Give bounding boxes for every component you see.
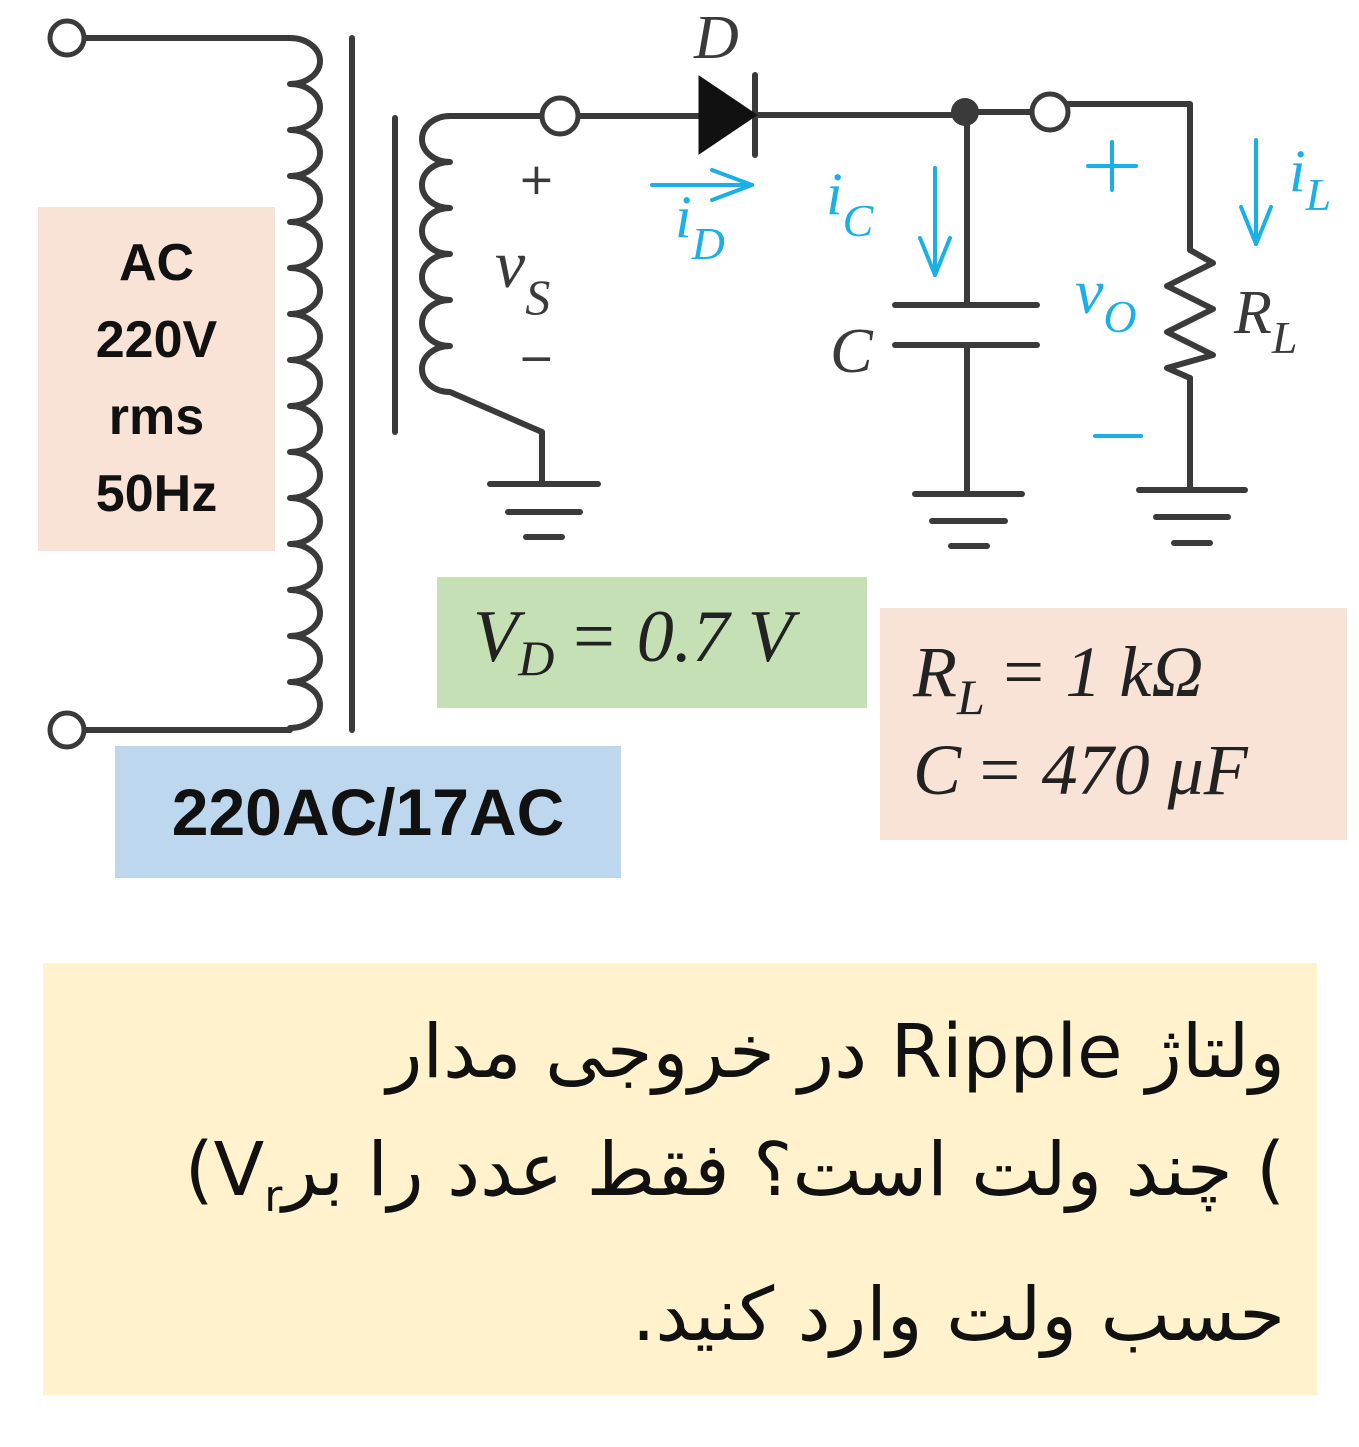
- iL-label: $i_L$: [1289, 138, 1332, 220]
- rl-label: $R_L$: [1234, 279, 1298, 363]
- rl-sub: L: [956, 669, 985, 725]
- iC-label: $i_C$: [826, 161, 874, 246]
- junction-node: [951, 98, 979, 126]
- rl-symbol: R: [913, 632, 957, 712]
- vs-plus-label: +: [518, 154, 555, 205]
- secondary-terminal: [542, 98, 578, 134]
- primary-winding: [290, 38, 320, 728]
- svg-text:C= 470 μF: [913, 730, 1249, 810]
- rl-value: = 1 kΩ: [998, 632, 1204, 712]
- iD-label: $i_D$: [675, 184, 725, 269]
- output-terminal: [1032, 94, 1068, 130]
- c-symbol: C: [913, 730, 962, 810]
- vd-value: = 0.7 V: [568, 596, 793, 678]
- diode-voltage-box: [437, 577, 867, 708]
- svg-text:RL= 1 kΩ: [912, 632, 1203, 725]
- ac-source-box: [38, 207, 275, 551]
- c-value: = 470 μF: [975, 730, 1248, 810]
- load-resistor: [1167, 250, 1213, 378]
- transformer-ratio-label: 220AC/17AC: [115, 746, 621, 878]
- source-line-2: 220V: [95, 311, 218, 369]
- svg-text:VD= 0.7 V: [473, 596, 801, 686]
- vs-label: $v_S$: [495, 226, 551, 325]
- question-line-2-b: ) چند ولت است؟ فقط عدد را بر: [282, 1127, 1285, 1213]
- load-parameters-box: [880, 608, 1347, 840]
- question-line-3: حسب ولت وارد کنید.: [631, 1271, 1285, 1358]
- source-line-3: rms: [108, 388, 205, 446]
- question-line-2: [83, 1111, 1285, 1256]
- vd-symbol: V: [473, 596, 519, 678]
- wire-to-load: [1068, 104, 1190, 250]
- question-line-2-a: ($V_r$: [184, 1127, 283, 1222]
- vd-sub: D: [518, 630, 555, 686]
- question-line-1: ولتاژ Ripple در خروجی مدار: [386, 1009, 1285, 1095]
- primary-top-terminal: [50, 21, 84, 55]
- capacitor-label: C: [830, 315, 873, 386]
- vs-minus-label: −: [518, 333, 555, 384]
- primary-bottom-terminal: [50, 713, 84, 747]
- source-line-4: 50Hz: [95, 465, 218, 523]
- question-text: [83, 993, 1285, 1374]
- diode-symbol: [700, 78, 755, 152]
- diode-label: D: [694, 4, 739, 72]
- vo-label: $v_O$: [1075, 256, 1137, 342]
- question-box: [43, 963, 1317, 1395]
- source-line-1: AC: [118, 234, 195, 292]
